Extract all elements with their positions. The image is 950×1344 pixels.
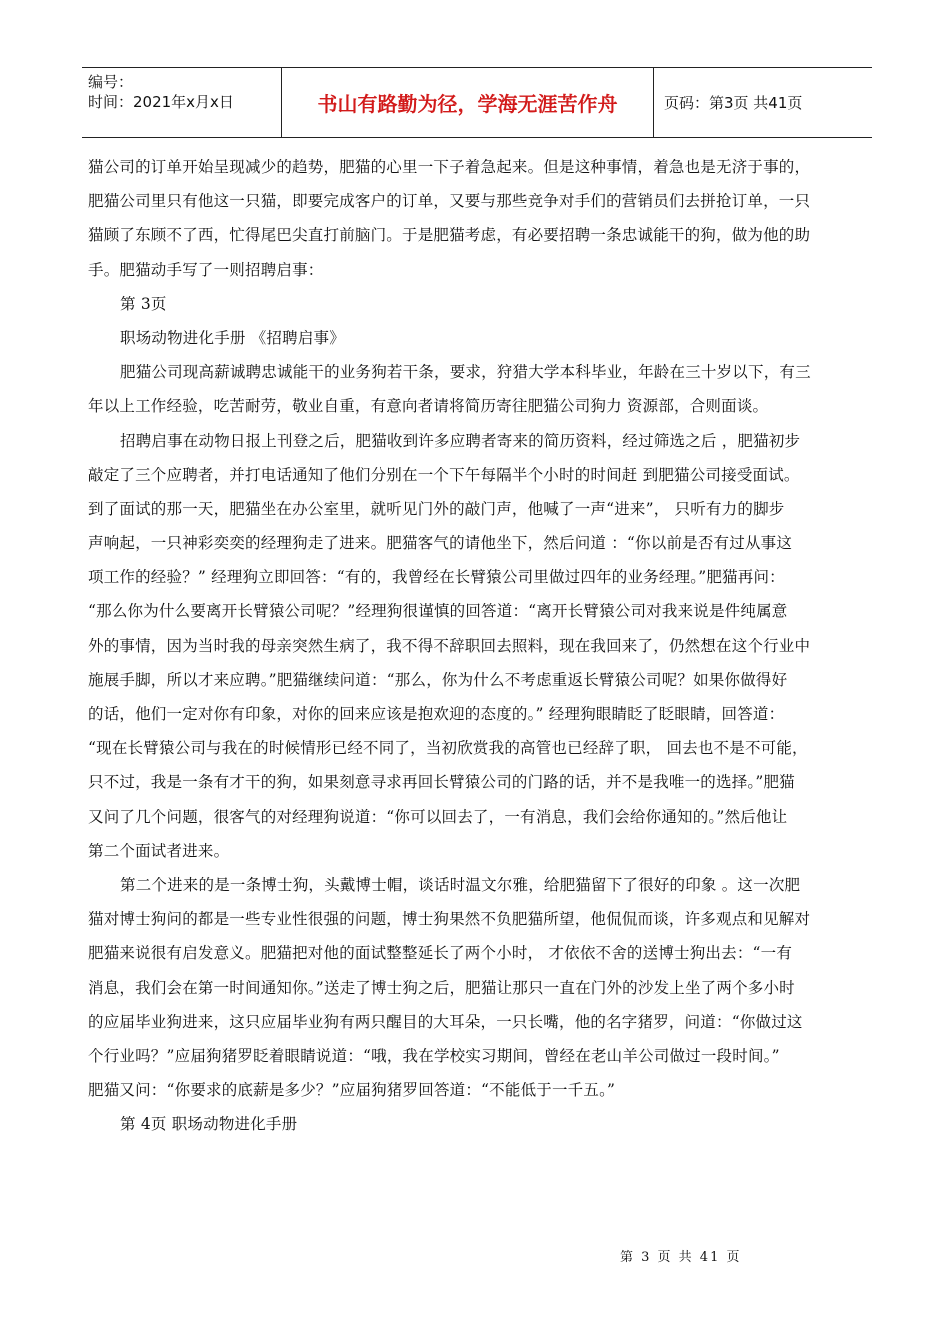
motto: 书山有路勤为径，学海无涯苦作舟: [282, 68, 654, 137]
text-line: 的话，他们一定对你有印象，对你的回来应该是抱欢迎的态度的。” 经理狗眼睛眨了眨眼睛，回答道：: [88, 705, 785, 723]
text-line: 声响起，一只神彩奕奕的经理狗走了进来。肥猫客气的请他坐下，然后问道 ：“你以前是否有过从事这: [88, 534, 793, 553]
text-line: 猫公司的订单开始呈现减少的趋势，肥猫的心里一下子着急起来。但是这种事情，着急也是无济于事的，: [88, 158, 811, 176]
text-line: 肥猫公司现高薪诚聘忠诚能干的业务狗若干条，要求，狩猎大学本科毕业，年龄在三十岁以下，有三: [120, 363, 811, 382]
header-meta: [82, 68, 282, 137]
text-line: 第 4页 职场动物进化手册: [120, 1115, 298, 1134]
text-line: 第 3页: [120, 294, 167, 313]
text-line: 项工作的经验？” 经理狗立即回答：“有的，我曾经在长臂猿公司里做过四年的业务经理。”肥猫再问：: [88, 568, 785, 587]
number-label: 编号：: [88, 73, 134, 91]
text-line: 职场动物进化手册 《招聘启事》: [120, 328, 345, 347]
text-line: 到了面试的那一天，肥猫坐在办公室里，就听见门外的敲门声，他喊了一声“进来”， 只听有力的脚步: [88, 499, 785, 518]
text-line: 肥猫公司里只有他这一只猫，即要完成客户的订单，又要与那些竞争对手们的营销员们去拼抢订单，一只: [88, 192, 811, 211]
date-label: 时间：2021年x月x日: [88, 93, 234, 111]
text-line: “现在长臂猿公司与我在的时候情形已经不同了，当初欣赏我的高管也已经辞了职， 回去也不是不可能，: [88, 739, 808, 758]
text-line: 手。肥猫动手写了一则招聘启事：: [88, 260, 324, 279]
text-line: 的应届毕业狗进来，这只应届毕业狗有两只醒目的大耳朵，一只长嘴，他的名字猪罗，问道：“你做过这: [88, 1012, 803, 1031]
text-line: 招聘启事在动物日报上刊登之后，肥猫收到许多应聘者寄来的简历资料，经过筛选之后 ，肥猫初步: [120, 431, 801, 450]
text-line: 敲定了三个应聘者，并打电话通知了他们分别在一个下午每隔半个小时的时间赶 到肥猫公司接受面试。: [88, 465, 800, 484]
text-line: 只不过，我是一条有才干的狗，如果刻意寻求再回长臂猿公司的门路的话，并不是我唯一的选择。”肥猫: [88, 773, 795, 792]
text-line: 肥猫来说很有启发意义。肥猫把对他的面试整整延长了两个小时， 才依依不舍的送博士狗出去：“一有: [88, 944, 793, 963]
text-line: 又问了几个问题，很客气的对经理狗说道：“你可以回去了，一有消息，我们会给你通知的。”然后他让: [88, 807, 788, 826]
text-line: 肥猫又问：“你要求的底薪是多少？”应届狗猪罗回答道：“不能低于一千五。”: [88, 1081, 616, 1100]
page-info: 页码：第3页 共41页: [664, 94, 803, 112]
text-line: 个行业吗？”应届狗猪罗眨着眼睛说道：“哦，我在学校实习期间，曾经在老山羊公司做过一段时间。”: [88, 1046, 780, 1065]
page-header: [82, 67, 872, 138]
text-line: “那么你为什么要离开长臂猿公司呢？”经理狗很谨慎的回答道：“离开长臂猿公司对我来说是件纯属意: [88, 602, 788, 621]
text-line: 第二个进来的是一条博士狗，头戴博士帽，谈话时温文尔雅，给肥猫留下了很好的印象 。这一次肥: [120, 875, 801, 894]
text-line: 外的事情，因为当时我的母亲突然生病了，我不得不辞职回去照料，现在我回来了，仍然想在这个行业中: [88, 636, 811, 655]
text-line: 第二个面试者进来。: [88, 841, 230, 860]
document-body: [88, 150, 860, 1141]
text-line: 施展手脚，所以才来应聘。”肥猫继续问道：“那么，你为什么不考虑重返长臂猿公司呢？如果你做得好: [88, 670, 788, 689]
text-line: 年以上工作经验，吃苦耐劳，敬业自重，有意向者请将简历寄往肥猫公司狗力 资源部，合则面谈。: [88, 397, 769, 416]
text-line: 消息，我们会在第一时间通知你。”送走了博士狗之后，肥猫让那只一直在门外的沙发上坐了两个多小时: [88, 978, 795, 997]
text-line: 猫顾了东顾不了西，忙得尾巴尖直打前脑门。于是肥猫考虑，有必要招聘一条忠诚能干的狗，做为他的助: [88, 226, 811, 245]
page-footer: 第 3 页 共 41 页: [620, 1250, 742, 1265]
text-line: 猫对博士狗问的都是一些专业性很强的问题，博士狗果然不负肥猫所望，他侃侃而谈，许多观点和见解对: [88, 910, 811, 929]
